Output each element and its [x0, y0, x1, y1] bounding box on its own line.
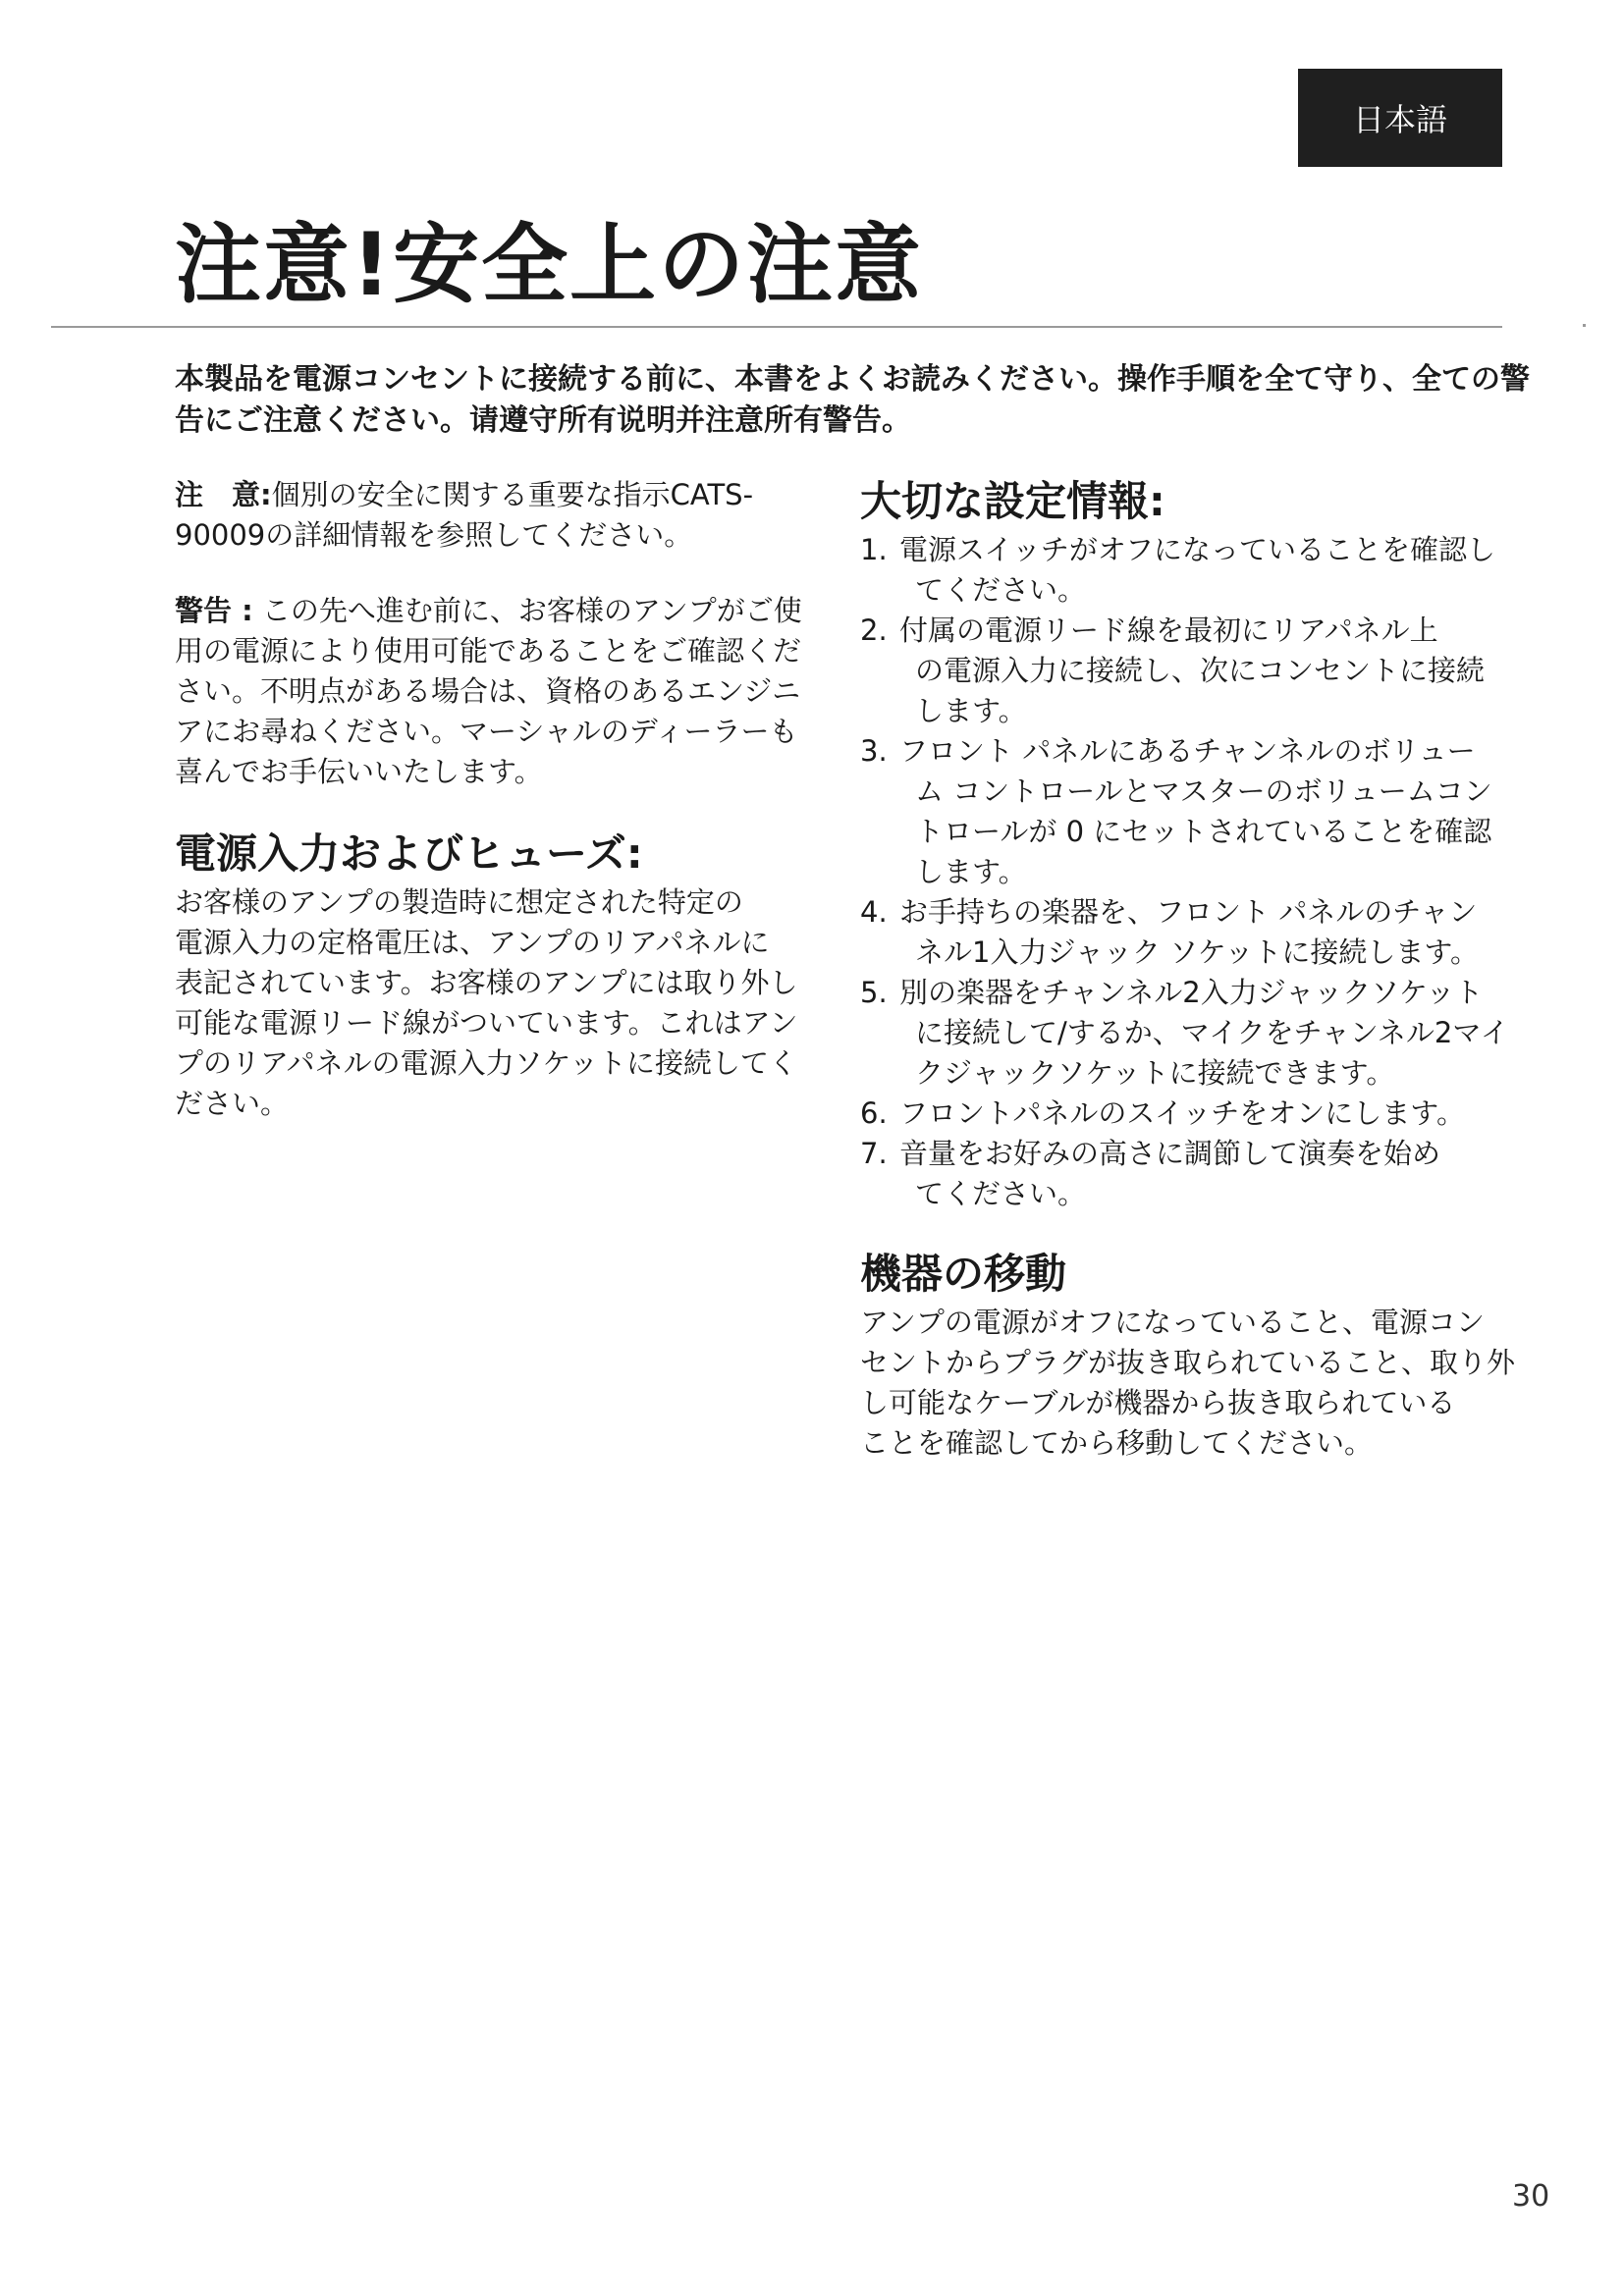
language-tab: 日本語 — [1298, 69, 1502, 167]
notice-label: 注 意: — [175, 478, 272, 511]
divider-end-mark — [1583, 324, 1586, 327]
warning-line: 喜んでお手伝いいたします。 — [175, 755, 543, 788]
warning-paragraph — [175, 591, 862, 792]
intro-line: 告にご注意ください。请遵守所有说明并注意所有警告。 — [175, 403, 911, 438]
page-title: 注意!安全上の注意 — [175, 214, 924, 315]
intro-warning — [175, 359, 1589, 442]
step-item — [860, 892, 1567, 973]
warning-line: さい。不明点がある場合は、資格のあるエンジニ — [175, 674, 801, 708]
settings-steps — [860, 530, 1567, 1214]
step-item — [860, 1134, 1567, 1214]
step-line: ム コントロールとマスターのボリュームコン — [915, 774, 1492, 808]
moving-line: セントからプラグが抜き取られていること、取り外 — [860, 1346, 1516, 1379]
moving-line: アンプの電源がオフになっていること、電源コン — [860, 1306, 1485, 1339]
step-number: 7. — [860, 1137, 888, 1170]
warning-label: 警告 : — [175, 594, 253, 627]
moving-line: し可能なケーブルが機器から抜き取られている — [860, 1386, 1456, 1419]
step-line: 音量をお好みの高さに調節して演奏を始め — [899, 1137, 1441, 1170]
step-line: の電源入力に接続し、次にコンセントに接続 — [915, 654, 1486, 687]
power-line: 可能な電源リード線がついています。これはアン — [175, 1006, 798, 1040]
step-item — [860, 1094, 1567, 1134]
step-line: に接続して/するか、マイクをチャンネル2マイ — [915, 1016, 1509, 1049]
warning-line: 用の電源により使用可能であることをご確認くだ — [175, 634, 802, 667]
left-column — [175, 475, 862, 1159]
power-line: ださい。 — [175, 1087, 290, 1120]
intro-line: 本製品を電源コンセントに接続する前に、本書をよくお読みください。操作手順を全て守り、全ての警 — [175, 362, 1530, 397]
step-number: 6. — [860, 1096, 888, 1130]
step-item — [860, 731, 1567, 892]
power-line: 電源入力の定格電圧は、アンプのリアパネルに — [175, 926, 770, 959]
step-item — [860, 973, 1567, 1094]
step-number: 5. — [860, 976, 888, 1009]
notice-line — [175, 475, 862, 515]
notice-text: 個別の安全に関する重要な指示CATS- — [271, 478, 754, 511]
step-line: します。 — [915, 694, 1027, 727]
step-line: フロントパネルのスイッチをオンにします。 — [899, 1096, 1465, 1130]
warning-line: アにお尋ねください。マーシャルのディーラーも — [175, 715, 798, 748]
title-divider — [51, 326, 1502, 328]
step-line: 付属の電源リード線を最初にリアパネル上 — [899, 614, 1438, 647]
step-line: します。 — [915, 855, 1027, 888]
step-number: 3. — [860, 734, 888, 768]
power-heading: 電源入力およびヒューズ: — [175, 829, 643, 878]
page-number: 30 — [1512, 2179, 1550, 2214]
step-line: お手持ちの楽器を、フロント パネルのチャン — [899, 895, 1478, 929]
step-line: てください。 — [915, 1177, 1087, 1210]
step-line: トロールが 0 にセットされていることを確認 — [915, 815, 1492, 848]
settings-heading: 大切な設定情報: — [860, 477, 1165, 525]
notice-paragraph — [175, 475, 862, 556]
step-number: 4. — [860, 895, 888, 929]
notice-line: 90009の詳細情報を参照してください。 — [175, 518, 693, 552]
warning-line — [175, 591, 862, 631]
step-line: ネル1入力ジャック ソケットに接続します。 — [915, 935, 1480, 969]
power-line: プのリアパネルの電源入力ソケットに接続してく — [175, 1046, 797, 1080]
power-line: お客様のアンプの製造時に想定された特定の — [175, 885, 743, 919]
step-line: 別の楽器をチャンネル2入力ジャックソケット — [899, 976, 1484, 1009]
power-paragraph — [175, 882, 862, 1124]
step-item — [860, 611, 1567, 731]
step-number: 1. — [860, 533, 888, 566]
power-line: 表記されています。お客様のアンプには取り外し — [175, 966, 798, 999]
step-item — [860, 530, 1567, 611]
moving-heading: 機器の移動 — [860, 1250, 1067, 1298]
step-line: クジャックソケットに接続できます。 — [915, 1056, 1395, 1090]
step-line: フロント パネルにあるチャンネルのボリュー — [899, 734, 1476, 768]
right-column — [860, 475, 1567, 1499]
step-line: てください。 — [915, 573, 1087, 607]
warning-text: この先へ進む前に、お客様のアンプがご使 — [252, 594, 802, 627]
step-number: 2. — [860, 614, 888, 647]
moving-line: ことを確認してから移動してください。 — [860, 1426, 1374, 1460]
moving-paragraph — [860, 1303, 1567, 1464]
step-line: 電源スイッチがオフになっていることを確認し — [899, 533, 1495, 566]
